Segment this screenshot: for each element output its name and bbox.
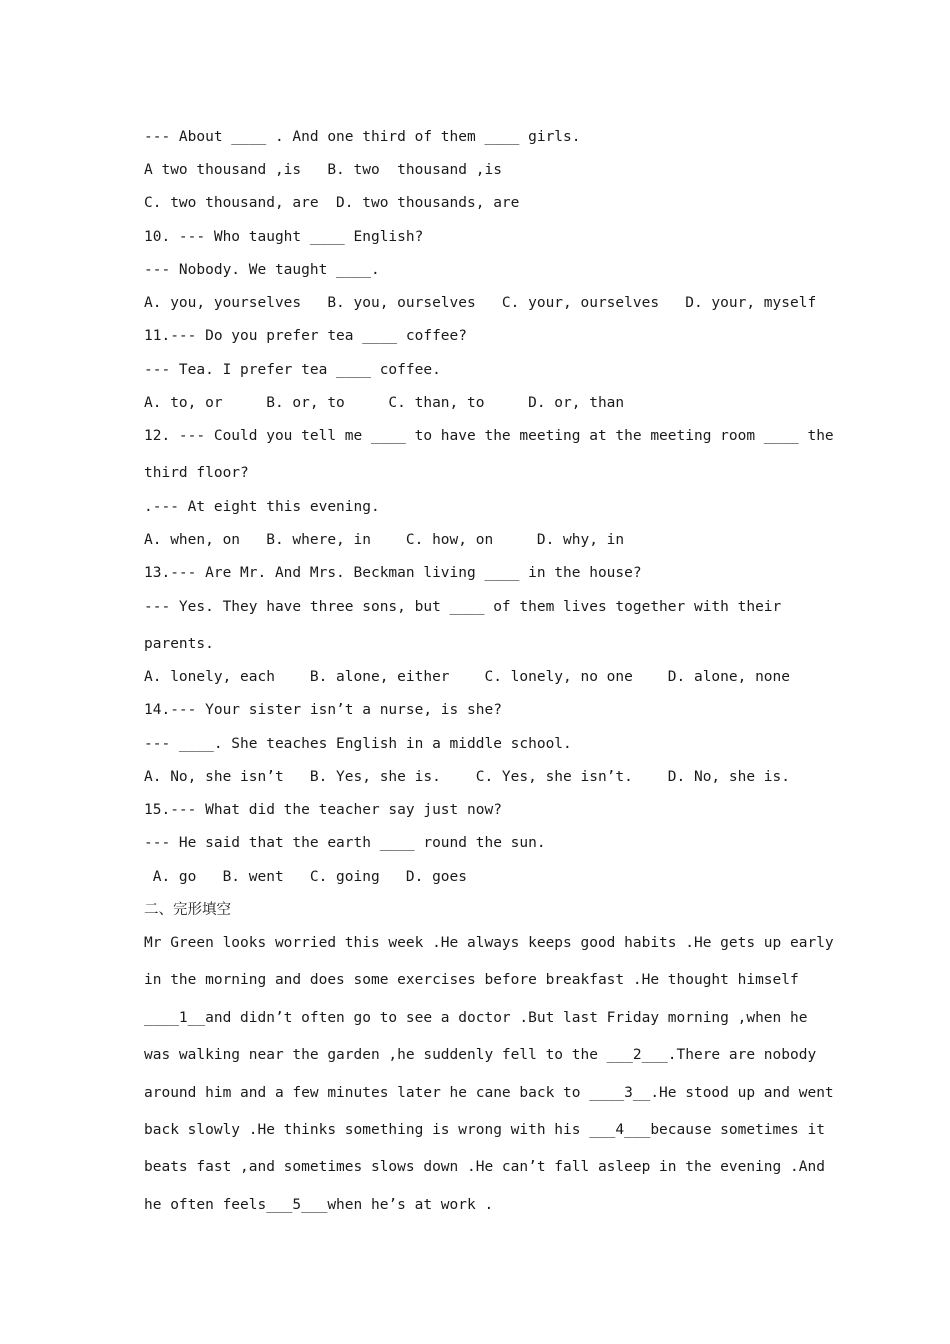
cloze-passage-line: beats fast ,and sometimes slows down .He can’t fall asleep in the evening .And <box>144 1159 825 1175</box>
question-15-prompt: 15.--- What did the teacher say just now? <box>144 802 502 818</box>
question-13-options: A. lonely, each B. alone, either C. lonely, no one D. alone, none <box>144 669 791 685</box>
question-14-options: A. No, she isn’t B. Yes, she is. C. Yes, she isn’t. D. No, she is. <box>144 769 791 785</box>
section-heading-cloze: 二、完形填空 <box>144 902 231 918</box>
question-9-options-cd: C. two thousand, are D. two thousands, are <box>144 195 520 211</box>
question-9-answer-line: --- About ____ . And one third of them ____ girls. <box>144 129 581 145</box>
question-10-answer-line: --- Nobody. We taught ____. <box>144 262 380 278</box>
question-10-options: A. you, yourselves B. you, ourselves C. your, ourselves D. your, myself <box>144 295 817 311</box>
question-15-options: A. go B. went C. going D. goes <box>144 869 468 885</box>
question-11-options: A. to, or B. or, to C. than, to D. or, than <box>144 395 625 411</box>
question-13-prompt: 13.--- Are Mr. And Mrs. Beckman living ____ in the house? <box>144 565 642 581</box>
cloze-passage-line: in the morning and does some exercises before breakfast .He thought himself <box>144 972 799 988</box>
question-13-answer-cont: parents. <box>144 636 214 652</box>
cloze-passage-line: Mr Green looks worried this week .He always keeps good habits .He gets up early <box>144 935 834 951</box>
question-11-prompt: 11.--- Do you prefer tea ____ coffee? <box>144 328 468 344</box>
question-14-prompt: 14.--- Your sister isn’t a nurse, is she? <box>144 702 502 718</box>
cloze-passage-line: he often feels___5___when he’s at work . <box>144 1197 494 1213</box>
question-15-answer-line: --- He said that the earth ____ round the sun. <box>144 835 546 851</box>
cloze-passage-line: ____1__and didn’t often go to see a doctor .But last Friday morning ,when he <box>144 1010 808 1026</box>
question-12-options: A. when, on B. where, in C. how, on D. why, in <box>144 532 625 548</box>
question-12-prompt-cont: third floor? <box>144 465 249 481</box>
question-9-options-ab: A two thousand ,is B. two thousand ,is <box>144 162 502 178</box>
question-10-prompt: 10. --- Who taught ____ English? <box>144 229 424 245</box>
question-14-answer-line: --- ____. She teaches English in a middle school. <box>144 736 572 752</box>
question-13-answer-line: --- Yes. They have three sons, but ____ of them lives together with their <box>144 599 782 615</box>
cloze-passage-line: back slowly .He thinks something is wrong with his ___4___because sometimes it <box>144 1122 825 1138</box>
cloze-passage-line: was walking near the garden ,he suddenly fell to the ___2___.There are nobody <box>144 1047 817 1063</box>
cloze-passage-line: around him and a few minutes later he cane back to ____3__.He stood up and went <box>144 1085 834 1101</box>
document-page <box>144 0 834 1213</box>
question-11-answer-line: --- Tea. I prefer tea ____ coffee. <box>144 362 441 378</box>
question-12-answer-line: .--- At eight this evening. <box>144 499 380 515</box>
question-12-prompt: 12. --- Could you tell me ____ to have the meeting at the meeting room ____ the <box>144 428 834 444</box>
